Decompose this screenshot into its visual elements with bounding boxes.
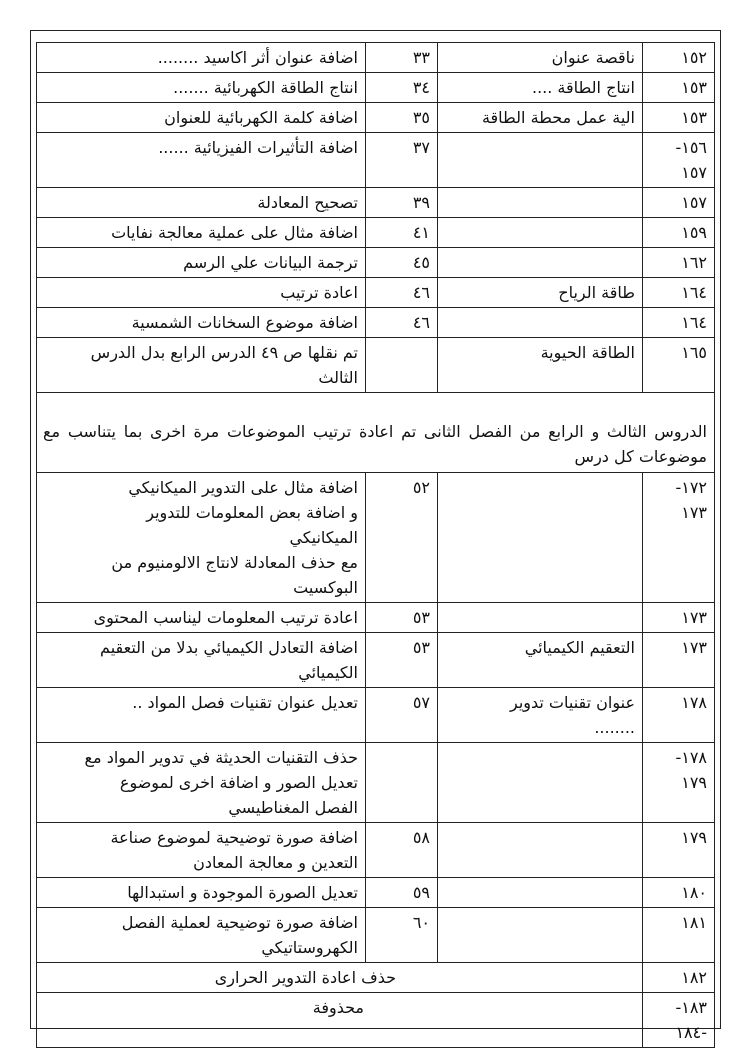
old-page-cell: ١٥٣ (643, 73, 715, 103)
change-line: اضافة صورة توضيحية لموضوع صناعة (110, 828, 358, 847)
change-cell: اضافة عنوان أثر اكاسيد ........ (37, 43, 366, 73)
new-page-cell: ٥٩ (366, 878, 438, 908)
change-cell (37, 908, 366, 963)
change-cell: اضافة التأثيرات الفيزيائية ...... (37, 133, 366, 188)
new-page-cell: ٤٦ (366, 308, 438, 338)
table-row (37, 878, 715, 908)
old-title-cell: التعقيم الكيميائي (438, 633, 643, 688)
new-page-cell: ٥٨ (366, 823, 438, 878)
old-page-line: ١٧٩ (681, 773, 707, 792)
new-page-cell: ٥٣ (366, 633, 438, 688)
table-row (37, 963, 715, 993)
change-line: اضافة صورة توضيحية لعملية الفصل (121, 913, 358, 932)
change-line: مع حذف المعادلة لانتاج الالومنيوم من (111, 553, 358, 572)
table-row (37, 248, 715, 278)
old-page-cell: ١٥٩ (643, 218, 715, 248)
new-page-cell: ٣٤ (366, 73, 438, 103)
old-page-cell (643, 743, 715, 823)
old-page-cell (643, 993, 715, 1048)
old-title-cell (438, 823, 643, 878)
table-row (37, 473, 715, 603)
old-page-cell: ١٨٢ (643, 963, 715, 993)
change-line: البوكسيت (293, 578, 358, 597)
change-cell: تعديل عنوان تقنيات فصل المواد .. (37, 688, 366, 743)
section-note: الدروس الثالث و الرابع من الفصل الثانى تم اعادة ترتيب الموضوعات مرة اخرى بما يتناسب مع موضوعات كل درس (37, 393, 715, 473)
old-title-cell (438, 248, 643, 278)
old-page-cell: ١٥٢ (643, 43, 715, 73)
old-page-cell: ١٥٣ (643, 103, 715, 133)
old-title-cell (438, 218, 643, 248)
change-line: اضافة التعادل الكيميائي بدلا من التعقيم (100, 638, 358, 657)
old-title-line: عنوان تقنيات تدوير (509, 693, 635, 712)
change-cell: محذوفة (37, 993, 643, 1048)
table-row (37, 338, 715, 393)
table-row (37, 823, 715, 878)
old-page-cell: ١٧٣ (643, 633, 715, 688)
change-line: الكهروستاتيكي (261, 938, 358, 957)
old-title-line: ........ (594, 718, 635, 737)
new-page-cell: ٥٣ (366, 603, 438, 633)
old-page-cell: ١٥٧ (643, 188, 715, 218)
change-cell: حذف اعادة التدوير الحرارى (37, 963, 643, 993)
change-line: التعدين و معالجة المعادن (193, 853, 358, 872)
change-line: الميكانيكي (289, 528, 358, 547)
change-line: تعديل الصور و اضافة اخرى لموضوع (119, 773, 358, 792)
change-line: الفصل المغناطيسي (228, 798, 358, 817)
change-cell (37, 338, 366, 393)
table-row (37, 43, 715, 73)
old-title-cell: ناقصة عنوان (438, 43, 643, 73)
new-page-cell: ٦٠ (366, 908, 438, 963)
change-cell (37, 743, 366, 823)
old-title-cell (438, 308, 643, 338)
old-title-cell: الية عمل محطة الطاقة (438, 103, 643, 133)
old-title-cell: طاقة الرياح (438, 278, 643, 308)
change-line: الثالث (318, 368, 358, 387)
note-row (37, 393, 715, 473)
change-line: الكيميائي (298, 663, 358, 682)
change-cell: اضافة موضوع السخانات الشمسية (37, 308, 366, 338)
old-title-cell (438, 603, 643, 633)
change-cell (37, 823, 366, 878)
table-row (37, 633, 715, 688)
new-page-cell: ٤٥ (366, 248, 438, 278)
old-title-cell (438, 743, 643, 823)
new-page-cell: ٣٩ (366, 188, 438, 218)
change-cell: تصحيح المعادلة (37, 188, 366, 218)
table-row (37, 688, 715, 743)
old-page-line: ١٧٢- (675, 478, 707, 497)
table-row (37, 278, 715, 308)
changes-table (36, 42, 715, 1048)
change-line: حذف التقنيات الحديثة في تدوير المواد مع (84, 748, 358, 767)
old-title-cell (438, 688, 643, 743)
old-page-cell: ١٧٩ (643, 823, 715, 878)
table-row (37, 188, 715, 218)
old-page-line: ١٥٦- (675, 138, 707, 157)
old-page-cell: ١٨١ (643, 908, 715, 963)
change-cell (37, 473, 366, 603)
table-row (37, 993, 715, 1048)
old-page-cell: ١٦٤ (643, 278, 715, 308)
table-row (37, 103, 715, 133)
old-page-line: ١٨٣- (675, 998, 707, 1017)
old-title-cell: الطاقة الحيوية (438, 338, 643, 393)
old-page-cell: ١٦٤ (643, 308, 715, 338)
old-page-cell: ١٨٠ (643, 878, 715, 908)
change-cell (37, 633, 366, 688)
new-page-cell (366, 743, 438, 823)
new-page-cell (366, 338, 438, 393)
old-title-cell (438, 908, 643, 963)
new-page-cell: ٣٥ (366, 103, 438, 133)
new-page-cell: ٣٧ (366, 133, 438, 188)
old-page-cell (643, 133, 715, 188)
old-page-cell: ١٧٨ (643, 688, 715, 743)
new-page-cell: ٤١ (366, 218, 438, 248)
old-page-line: ١٥٧ (681, 163, 707, 182)
new-page-cell: ٤٦ (366, 278, 438, 308)
old-page-cell: ١٧٣ (643, 603, 715, 633)
table-row (37, 743, 715, 823)
old-title-cell (438, 188, 643, 218)
old-page-cell: ١٦٥ (643, 338, 715, 393)
change-line: و اضافة بعض المعلومات للتدوير (146, 503, 358, 522)
new-page-cell: ٣٣ (366, 43, 438, 73)
old-title-cell: انتاج الطاقة .... (438, 73, 643, 103)
table-row (37, 133, 715, 188)
old-page-cell: ١٦٢ (643, 248, 715, 278)
change-cell: انتاج الطاقة الكهربائية ....... (37, 73, 366, 103)
table-row (37, 908, 715, 963)
new-page-cell: ٥٧ (366, 688, 438, 743)
new-page-cell: ٥٢ (366, 473, 438, 603)
change-cell: اعادة ترتيب (37, 278, 366, 308)
old-title-cell (438, 878, 643, 908)
table-row (37, 73, 715, 103)
change-cell: اضافة كلمة الكهربائية للعنوان (37, 103, 366, 133)
old-page-line: -١٨٤ (675, 1023, 707, 1042)
table-row (37, 308, 715, 338)
change-cell: ترجمة البيانات علي الرسم (37, 248, 366, 278)
change-cell: اعادة ترتيب المعلومات ليناسب المحتوى (37, 603, 366, 633)
old-title-cell (438, 133, 643, 188)
change-line: اضافة مثال على التدوير الميكانيكي (128, 478, 358, 497)
old-title-cell (438, 473, 643, 603)
change-line: تم نقلها ص ٤٩ الدرس الرابع بدل الدرس (90, 343, 358, 362)
old-page-line: ١٧٣ (681, 503, 707, 522)
change-cell: اضافة مثال على عملية معالجة نفايات (37, 218, 366, 248)
old-page-cell (643, 473, 715, 603)
table-row (37, 218, 715, 248)
old-page-line: ١٧٨- (675, 748, 707, 767)
table-row (37, 603, 715, 633)
change-cell: تعديل الصورة الموجودة و استبدالها (37, 878, 366, 908)
